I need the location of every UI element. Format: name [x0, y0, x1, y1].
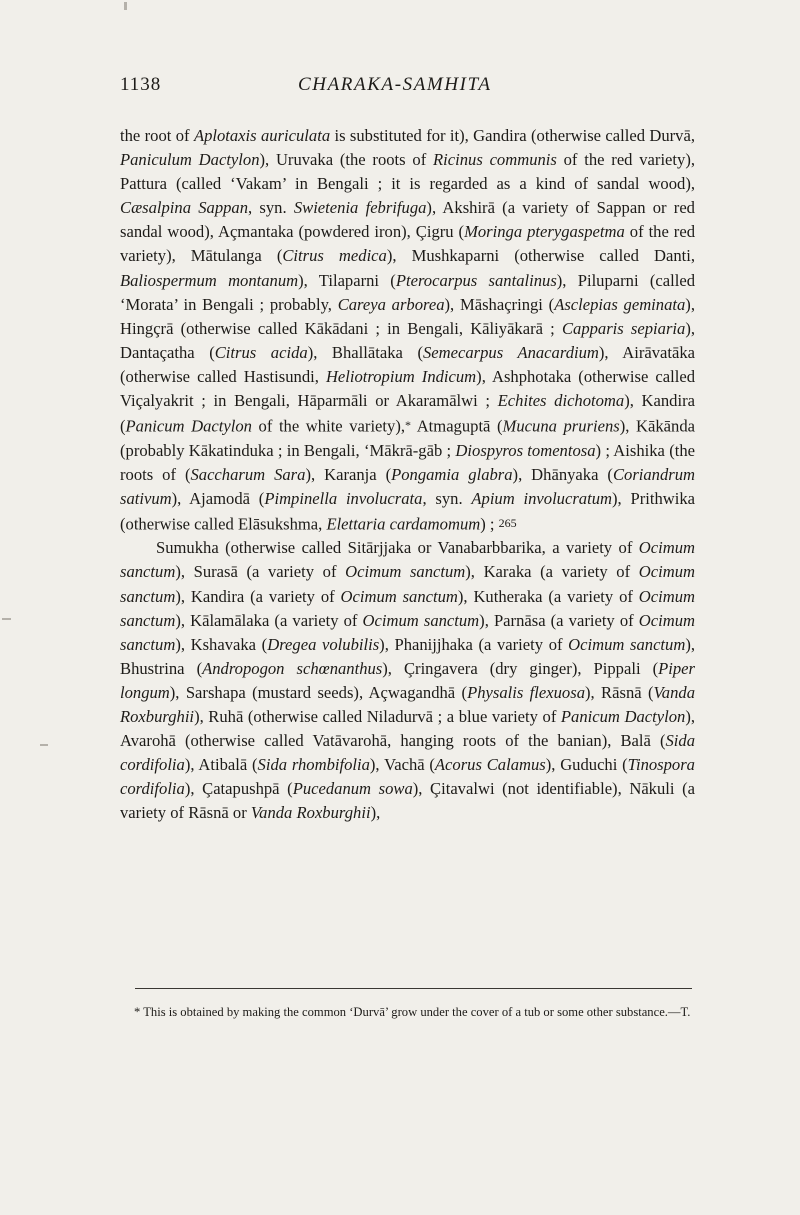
botanical-name: Heliotropium Indicum: [325, 366, 477, 386]
text-run: Atmaguptā (: [411, 416, 503, 436]
text-run: ), Hingçrā (otherwise called Kākādani ; in Bengali, Kāliyākarā ;: [120, 294, 695, 338]
botanical-name: Citrus acida: [214, 342, 308, 362]
text-run: of the red variety), Mātulanga (: [120, 222, 695, 266]
footnote: * This is obtained by making the common ‘Durvā’ grow under the cover of a tub or some other substance.—T.: [134, 1005, 691, 1019]
reference-mark: 265: [498, 515, 517, 530]
botanical-name: Ricinus communis: [433, 150, 557, 170]
text-run: ), Uruvaka (the roots of: [259, 150, 434, 170]
text-run: ), Çitavalwi (not identifiable), Nākuli (a variety of Rāsnā or: [120, 779, 695, 823]
text-run: ), Akshirā (a variety of Sappan or red sandal wood), Açmantaka (powdered iron), Çigru (: [120, 198, 695, 242]
text-run: ), Kutheraka (a variety of: [457, 586, 639, 606]
botanical-name: Semecarpus Anacardium: [423, 342, 599, 362]
botanical-name: Aplotaxis auriculata: [193, 126, 331, 145]
text-run: ), Bhustrina (: [120, 634, 696, 678]
botanical-name: Cæsalpina Sappan: [120, 198, 249, 218]
botanical-name: Asclepias geminata: [554, 294, 686, 314]
text-run: is substituted for it), Gandira (otherwise called Durvā,: [330, 126, 695, 145]
botanical-name: Ocimum sanctum: [568, 634, 686, 654]
text-run: ), Ruhā (otherwise called Niladurvā ; a blue variety of: [194, 707, 561, 727]
paragraph: [120, 124, 695, 536]
page-number: 1138: [120, 74, 162, 95]
botanical-name: Sida rhombifolia: [257, 755, 370, 775]
text-run: ), Kandira (: [120, 391, 695, 436]
text-run: ), Dhānyaka (: [512, 464, 613, 484]
text-run: ) ; Aishika (the roots of (: [120, 440, 695, 484]
botanical-name: Vanda Roxburghii: [250, 803, 371, 823]
botanical-name: Echites dichotoma: [497, 391, 625, 411]
text-run: Sumukha (otherwise called Sitārjjaka or Vanabarbbarika, a variety of: [156, 538, 639, 558]
botanical-name: Andropogon schœnanthus: [202, 658, 383, 678]
botanical-name: Elettaria cardamomum: [326, 514, 481, 534]
botanical-name: Physalis flexuosa: [467, 682, 585, 702]
print-speck: [2, 618, 11, 620]
text-run: , syn.: [422, 488, 472, 508]
botanical-name: Pucedanum sowa: [292, 779, 413, 799]
botanical-name: Sida cordifolia: [120, 731, 695, 775]
text-run: ), Ashphotaka (otherwise called Viçalyakrit ; in Bengali, Hāparmāli or Akaramālwi ;: [120, 366, 695, 411]
text-run: the root of: [120, 126, 194, 145]
text-run: ), Karanja (: [305, 464, 392, 484]
botanical-name: Diospyros tomentosa: [455, 440, 596, 460]
text-run: ), Prithwika (otherwise called Elāsukshma,: [120, 488, 695, 534]
text-run: ), Mushkaparni (otherwise called Danti,: [386, 246, 695, 266]
text-run: ), Tilaparni (: [298, 270, 396, 290]
botanical-name: Moringa pterygaspetma: [464, 222, 625, 242]
botanical-name: Careya arborea: [337, 294, 445, 314]
text-run: ), Airāvatāka (otherwise called Hastisundi,: [120, 342, 696, 386]
text-run: ), Çringavera (dry ginger), Pippali (: [382, 658, 659, 678]
text-run: ) ;: [480, 514, 499, 534]
botanical-name: Citrus medica: [282, 246, 387, 266]
text-run: ), Kshavaka (: [175, 634, 268, 654]
text-run: ), Guduchi (: [545, 755, 628, 775]
text-run: of the red variety), Pattura (called ‘Vakam’ in Bengali ; it is regarded as a kind of sandal wood),: [120, 150, 695, 194]
botanical-name: Ocimum sanctum: [340, 586, 458, 606]
text-run: ), Dantaçatha (: [120, 318, 695, 362]
footnote-rule: [135, 988, 692, 989]
reference-mark: *: [405, 418, 412, 433]
text-run: ), Kandira (a variety of: [175, 586, 341, 606]
text-run: ), Piluparni (called ‘Morata’ in Bengali ; probably,: [120, 270, 695, 314]
botanical-name: Capparis sepiaria: [561, 318, 686, 338]
text-run: ), Rāsnā (: [585, 682, 654, 702]
text-run: ),: [370, 803, 381, 823]
botanical-name: Tinospora cordifolia: [120, 755, 695, 799]
botanical-name: Acorus Calamus: [434, 755, 546, 775]
text-run: ), Karaka (a variety of: [465, 562, 639, 582]
text-run: ), Avarohā (otherwise called Vatāvarohā, hanging roots of the banian), Balā (: [120, 707, 695, 751]
botanical-name: Ocimum sanctum: [362, 610, 480, 630]
botanical-name: Ocimum sanctum: [120, 586, 695, 630]
botanical-name: Vanda Roxburghii: [120, 682, 695, 727]
botanical-name: Baliospermum montanum: [120, 270, 299, 290]
text-run: ), Māshaçringi (: [444, 294, 555, 314]
botanical-name: Saccharum Sara: [190, 464, 306, 484]
text-run: ), Bhallātaka (: [307, 342, 423, 362]
botanical-name: Mucuna pruriens: [502, 416, 620, 436]
text-run: ), Çatapushpā (: [184, 779, 293, 799]
text-run: ), Ajamodā (: [171, 488, 265, 508]
botanical-name: Pimpinella involucrata: [264, 488, 423, 508]
text-run: ), Surasā (a variety of: [175, 562, 346, 582]
botanical-name: Pterocarpus santalinus: [395, 270, 557, 290]
paragraph: [120, 536, 695, 825]
print-speck: [124, 2, 127, 10]
botanical-name: Panicum Dactylon: [125, 416, 252, 436]
text-run: ), Sarshapa (mustard seeds), Açwagandhā (: [169, 682, 468, 702]
text-run: ), Vachā (: [369, 755, 435, 775]
botanical-name: Paniculum Dactylon: [120, 150, 260, 170]
text-run: ), Kākānda (probably Kākatinduka ; in Bengali, ‘Mākrā-gāb ;: [120, 416, 696, 460]
text-run: , syn.: [248, 198, 294, 218]
text-run: ), Kālamālaka (a variety of: [175, 610, 363, 630]
botanical-name: Dregea volubilis: [267, 634, 380, 654]
botanical-name: Ocimum sanctum: [345, 562, 466, 582]
text-run: ), Parnāsa (a variety of: [479, 610, 639, 630]
running-title: CHARAKA-SAMHITA: [298, 74, 492, 95]
botanical-name: Coriandrum sativum: [120, 464, 696, 508]
botanical-name: Pongamia glabra: [391, 464, 513, 484]
text-run: ), Atibalā (: [184, 755, 258, 775]
text-run: of the white variety),: [251, 416, 406, 436]
print-speck: [40, 744, 48, 746]
body-text: [120, 124, 695, 826]
botanical-name: Ocimum sanctum: [120, 562, 695, 606]
botanical-name: Ocimum sanctum: [120, 610, 695, 654]
botanical-name: Panicum Dactylon: [560, 707, 686, 727]
botanical-name: Ocimum sanctum: [120, 538, 695, 582]
text-run: ), Phanijjhaka (a variety of: [379, 634, 569, 654]
running-header: [120, 74, 695, 100]
botanical-name: Swietenia febrifuga: [293, 198, 427, 218]
botanical-name: Piper longum: [120, 658, 695, 702]
botanical-name: Apium involucratum: [471, 488, 612, 508]
